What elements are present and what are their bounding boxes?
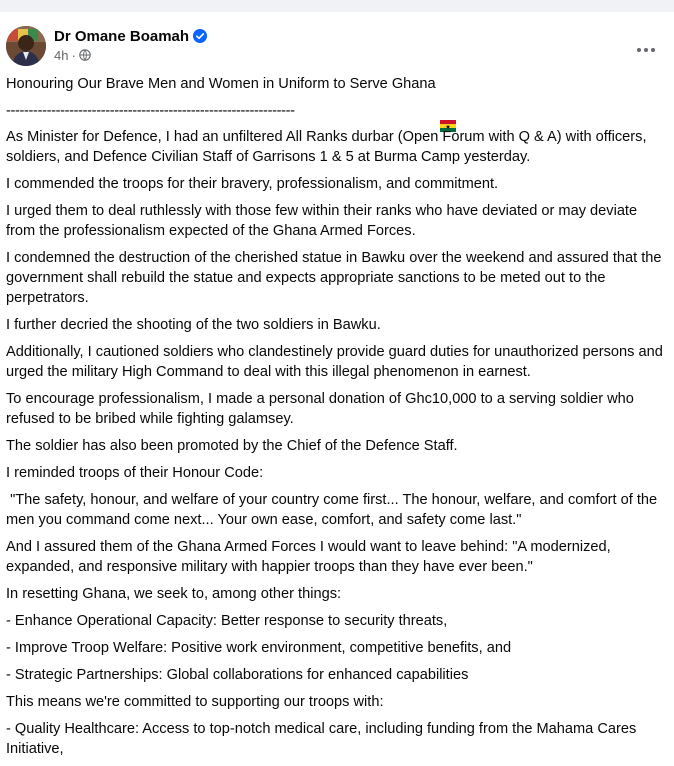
paragraph: I urged them to deal ruthlessly with those few within their ranks who have deviated or may deviate from the professionalism expected of the Ghana Armed Forces. bbox=[6, 203, 642, 239]
paragraph: I commended the troops for their bravery, professionalism, and commitment. bbox=[6, 176, 499, 192]
list-item: - Improve Troop Welfare: Positive work environment, competitive benefits, and bbox=[6, 640, 512, 656]
text-divider: ---------------------------------------------------------------- bbox=[6, 103, 295, 119]
quote-paragraph: "The safety, honour, and welfare of your country come first... The honour, welfare, and comfort of the men you command come next... Your own ease, comfort, and safety come last." bbox=[6, 492, 662, 528]
globe-icon[interactable] bbox=[79, 49, 91, 61]
author-name[interactable]: Dr Omane Boamah bbox=[54, 27, 190, 45]
meta-separator: · bbox=[71, 47, 76, 63]
post-card bbox=[0, 12, 674, 758]
post-header bbox=[0, 12, 674, 68]
more-options-button[interactable] bbox=[628, 30, 664, 66]
verified-badge-icon bbox=[193, 29, 207, 43]
paragraph: I further decried the shooting of the two soldiers in Bawku. bbox=[6, 317, 381, 333]
paragraph: And I assured them of the Ghana Armed Forces I would want to leave behind: "A modernized, expanded, and responsive military with happier troops than they have ever been." bbox=[6, 539, 615, 575]
paragraph: I reminded troops of their Honour Code: bbox=[6, 465, 264, 481]
paragraph: In resetting Ghana, we seek to, among other things: bbox=[6, 586, 342, 602]
paragraph: To encourage professionalism, I made a personal donation of Ghc10,000 to a serving soldier who refused to be bribed while fighting galamsey. bbox=[6, 391, 638, 427]
list-item: - Quality Healthcare: Access to top-notch medical care, including funding from the Mahama Cares Initiative, bbox=[6, 721, 641, 757]
feed-background bbox=[0, 0, 674, 12]
post-meta bbox=[54, 47, 91, 63]
post-content bbox=[6, 74, 668, 766]
list-item: - Strategic Partnerships: Global collaborations for enhanced capabilities bbox=[6, 667, 469, 683]
paragraph: The soldier has also been promoted by the Chief of the Defence Staff. bbox=[6, 438, 458, 454]
paragraph: As Minister for Defence, I had an unfiltered All Ranks durbar (Open Forum with Q & A) with officers, soldiers, and Defence Civilian Staff of Garrisons 1 & 5 at Burma Camp yesterday. bbox=[6, 129, 651, 165]
author-row bbox=[54, 27, 207, 45]
post-title-line bbox=[6, 74, 668, 94]
paragraph: Additionally, I cautioned soldiers who clandestinely provide guard duties for unauthorized persons and urged the military High Command to deal with this illegal phenomenon in earnest. bbox=[6, 344, 667, 380]
more-horizontal-icon bbox=[637, 39, 655, 57]
avatar[interactable] bbox=[6, 26, 46, 66]
ghana-flag-icon bbox=[440, 78, 456, 90]
post-title: Honouring Our Brave Men and Women in Uniform to Serve Ghana bbox=[6, 76, 436, 92]
paragraph: This means we're committed to supporting our troops with: bbox=[6, 694, 384, 710]
paragraph: I condemned the destruction of the cherished statue in Bawku over the weekend and assured that the government shall rebuild the statue and expects appropriate sanctions to be meted out to the perpetrators. bbox=[6, 250, 666, 306]
list-item: - Enhance Operational Capacity: Better response to security threats, bbox=[6, 613, 448, 629]
post-timestamp[interactable]: 4h bbox=[54, 47, 69, 63]
